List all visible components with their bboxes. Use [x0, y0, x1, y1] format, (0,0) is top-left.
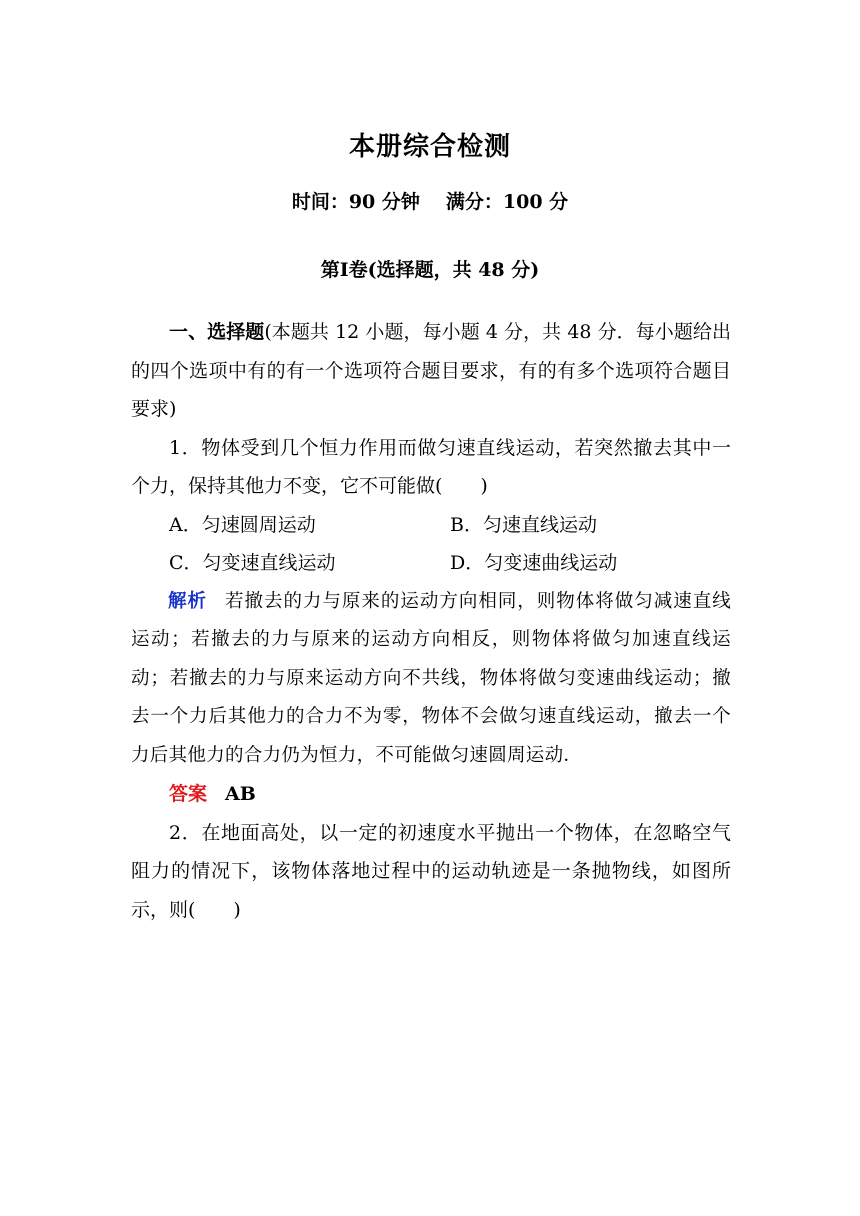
option-c: C．匀变速直线运动: [169, 552, 336, 574]
answer-value: AB: [225, 783, 256, 805]
question-1-stem: 物体受到几个恒力作用而做匀速直线运动，若突然撤去其中一个力，保持其他力不变，它不可能做( ): [131, 436, 731, 497]
question-1-answer: [131, 775, 731, 814]
answer-label: 答案: [169, 783, 208, 805]
option-d: D．匀变速曲线运动: [450, 552, 618, 574]
question-2: [131, 814, 731, 930]
part-instructions: [131, 313, 731, 429]
question-1-number: 1．: [169, 436, 202, 459]
question-2-number: 2．: [169, 821, 202, 844]
analysis-label: 解析: [168, 590, 207, 612]
question-1-options-row-1: [131, 506, 731, 545]
exam-meta: [0, 187, 860, 214]
question-1-options-row-2: [131, 544, 731, 583]
exam-full-score: 满分：100 分: [445, 191, 569, 213]
question-2-stem: 在地面高处，以一定的初速度水平抛出一个物体，在忽略空气阻力的情况下，该物体落地过程中的运动轨迹是一条抛物线，如图所示，则( ): [131, 821, 731, 921]
question-1: [131, 429, 731, 506]
option-a: A．匀速圆周运动: [169, 513, 316, 536]
section-heading: 第Ⅰ卷(选择题，共 48 分): [320, 259, 540, 281]
page-title: 本册综合检测: [348, 132, 511, 162]
document-body: [131, 313, 731, 929]
analysis-text: 若撤去的力与原来的运动方向相同，则物体将做匀减速直线运动；若撤去的力与原来的运动方向相反，则物体将做匀加速直线运动；若撤去的力与原来运动方向不共线，物体将做匀变速曲线运动；撤去一个力后其他力的合力不为零，物体不会做匀速直线运动，撤去一个力后其他力的合力仍为恒力，不可能做匀速圆周运动．: [131, 590, 731, 766]
exam-time: 时间：90 分钟: [291, 191, 420, 213]
question-1-analysis: [131, 583, 731, 776]
option-b: B．匀速直线运动: [450, 513, 597, 536]
part-instructions-text: (本题共 12 小题，每小题 4 分，共 48 分．每小题给出的四个选项中有的有一个选项符合题目要求，有的有多个选项符合题目要求): [131, 321, 731, 420]
part-heading: 一、选择题: [169, 321, 265, 343]
